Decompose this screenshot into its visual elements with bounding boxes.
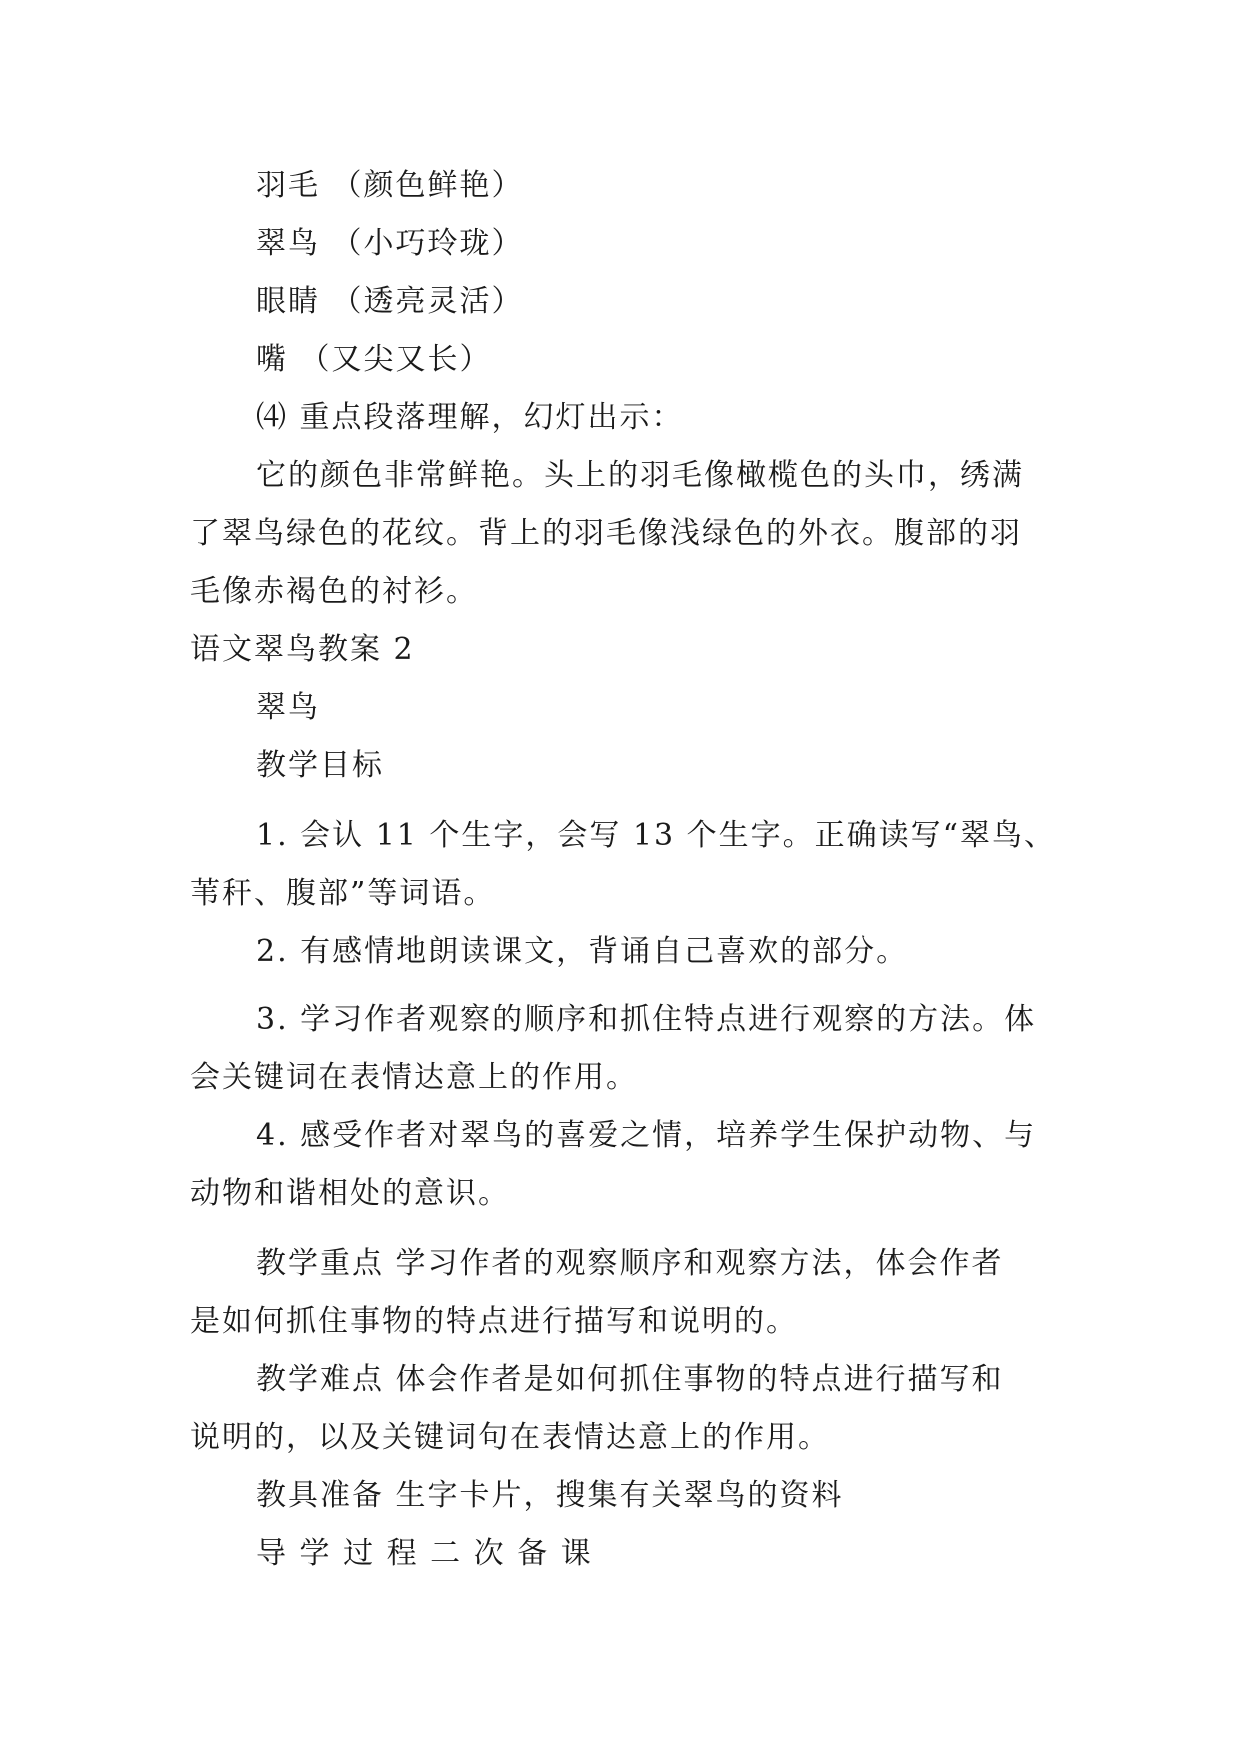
objective-4-line: 4. 感受作者对翠鸟的喜爱之情，培养学生保护动物、与: [256, 1118, 1037, 1153]
materials-line: 教具准备 生字卡片，搜集有关翠鸟的资料: [256, 1478, 844, 1513]
objective-3-line: 3. 学习作者观察的顺序和抓住特点进行观察的方法。体: [256, 1002, 1037, 1037]
key-points-line: 是如何抓住事物的特点进行描写和说明的。: [190, 1304, 798, 1339]
paragraph-line: 毛像赤褐色的衬衫。: [190, 574, 478, 609]
feature-line-eyes: 眼睛 （透亮灵活）: [256, 284, 524, 319]
key-points-line: 教学重点 学习作者的观察顺序和观察方法，体会作者: [256, 1246, 1004, 1281]
paragraph-line: 了翠鸟绿色的花纹。背上的羽毛像浅绿色的外衣。腹部的羽: [190, 516, 1022, 551]
objectives-heading: 教学目标: [256, 748, 384, 783]
difficulties-line: 说明的，以及关键词句在表情达意上的作用。: [190, 1420, 830, 1455]
process-heading: 导 学 过 程 二 次 备 课: [256, 1536, 593, 1571]
lesson-title: 翠鸟: [256, 690, 320, 725]
objective-2-line: 2. 有感情地朗读课文，背诵自己喜欢的部分。: [256, 934, 909, 969]
difficulties-line: 教学难点 体会作者是如何抓住事物的特点进行描写和: [256, 1362, 1004, 1397]
objective-1-line: 苇秆、腹部”等词语。: [190, 876, 496, 911]
feature-line-kingfisher: 翠鸟 （小巧玲珑）: [256, 226, 524, 261]
objective-3-line: 会关键词在表情达意上的作用。: [190, 1060, 638, 1095]
objective-1-line: 1. 会认 11 个生字，会写 13 个生字。正确读写“翠鸟、: [256, 818, 1056, 853]
step-heading: ⑷ 重点段落理解，幻灯出示：: [256, 400, 684, 435]
paragraph-line: 它的颜色非常鲜艳。头上的羽毛像橄榄色的头巾，绣满: [256, 458, 1024, 493]
feature-line-feathers: 羽毛 （颜色鲜艳）: [256, 168, 524, 203]
feature-line-beak: 嘴 （又尖又长）: [256, 342, 492, 377]
section-title: 语文翠鸟教案 2: [190, 632, 415, 667]
objective-4-line: 动物和谐相处的意识。: [190, 1176, 510, 1211]
